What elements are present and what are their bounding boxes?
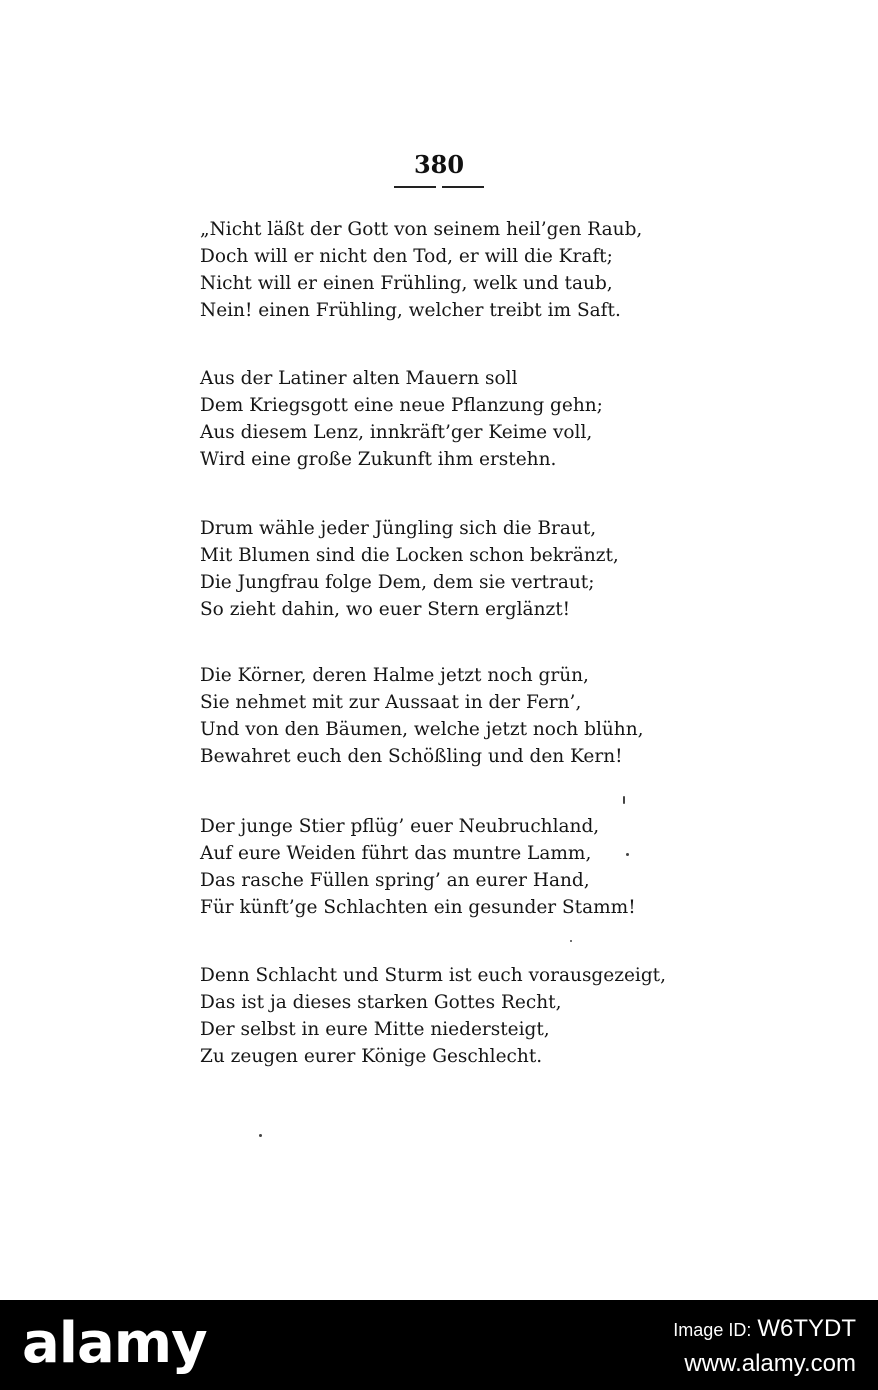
verse-line: Das ist ja dieses starken Gottes Recht, bbox=[200, 992, 562, 1013]
verse-line: Bewahret euch den Schößling und den Kern! bbox=[200, 746, 623, 767]
verse-line: Der selbst in eure Mitte niedersteigt, bbox=[200, 1019, 550, 1040]
page-number: 380 bbox=[413, 150, 465, 179]
speck bbox=[570, 940, 572, 942]
verse-line: Die Körner, deren Halme jetzt noch grün, bbox=[200, 665, 589, 686]
verse-line: Aus diesem Lenz, innkräft’ger Keime voll, bbox=[200, 422, 593, 443]
verse-line: Denn Schlacht und Sturm ist euch vorausgezeigt, bbox=[200, 965, 666, 986]
stanza-4 bbox=[200, 662, 720, 770]
alamy-logo: alamy bbox=[22, 1311, 207, 1376]
verse-line: So zieht dahin, wo euer Stern erglänzt! bbox=[200, 599, 571, 620]
verse-line: Und von den Bäumen, welche jetzt noch blühn, bbox=[200, 719, 644, 740]
image-id bbox=[673, 1314, 856, 1345]
image-id-label: Image ID: bbox=[673, 1320, 752, 1340]
footer-info bbox=[673, 1314, 856, 1379]
speck bbox=[626, 853, 629, 856]
stanza-6 bbox=[200, 962, 720, 1070]
verse-line: Auf eure Weiden führt das muntre Lamm, bbox=[200, 843, 592, 864]
verse-line: Für künft’ge Schlachten ein gesunder Stamm! bbox=[200, 897, 636, 918]
verse-line: Nicht will er einen Frühling, welk und taub, bbox=[200, 273, 613, 294]
header-rule-gap bbox=[436, 183, 442, 189]
verse-line: Die Jungfrau folge Dem, dem sie vertraut; bbox=[200, 572, 595, 593]
image-id-value: W6TYDT bbox=[757, 1315, 856, 1342]
verse-line: „Nicht läßt der Gott von seinem heil’gen Raub, bbox=[200, 219, 643, 240]
verse-line: Doch will er nicht den Tod, er will die Kraft; bbox=[200, 246, 613, 267]
verse-line: Sie nehmet mit zur Aussaat in der Fern’, bbox=[200, 692, 582, 713]
verse-line: Drum wähle jeder Jüngling sich die Braut, bbox=[200, 518, 597, 539]
stanza-2 bbox=[200, 365, 720, 473]
speck bbox=[259, 1134, 262, 1137]
stanza-1 bbox=[200, 216, 720, 324]
watermark-footer bbox=[0, 1300, 878, 1390]
verse-line: Mit Blumen sind die Locken schon bekränzt, bbox=[200, 545, 619, 566]
verse-line: Nein! einen Frühling, welcher treibt im Saft. bbox=[200, 300, 621, 321]
verse-line: Aus der Latiner alten Mauern soll bbox=[200, 368, 518, 389]
verse-line: Dem Kriegsgott eine neue Pflanzung gehn; bbox=[200, 395, 603, 416]
verse-line: Der junge Stier pflüg’ euer Neubruchland, bbox=[200, 816, 600, 837]
verse-line: Zu zeugen eurer Könige Geschlecht. bbox=[200, 1046, 543, 1067]
stanza-5 bbox=[200, 813, 720, 921]
verse-line: Wird eine große Zukunft ihm erstehn. bbox=[200, 449, 557, 470]
verse-line: Das rasche Füllen spring’ an eurer Hand, bbox=[200, 870, 590, 891]
stanza-3 bbox=[200, 515, 720, 623]
site-url: www.alamy.com bbox=[684, 1350, 856, 1377]
speck bbox=[623, 796, 625, 804]
